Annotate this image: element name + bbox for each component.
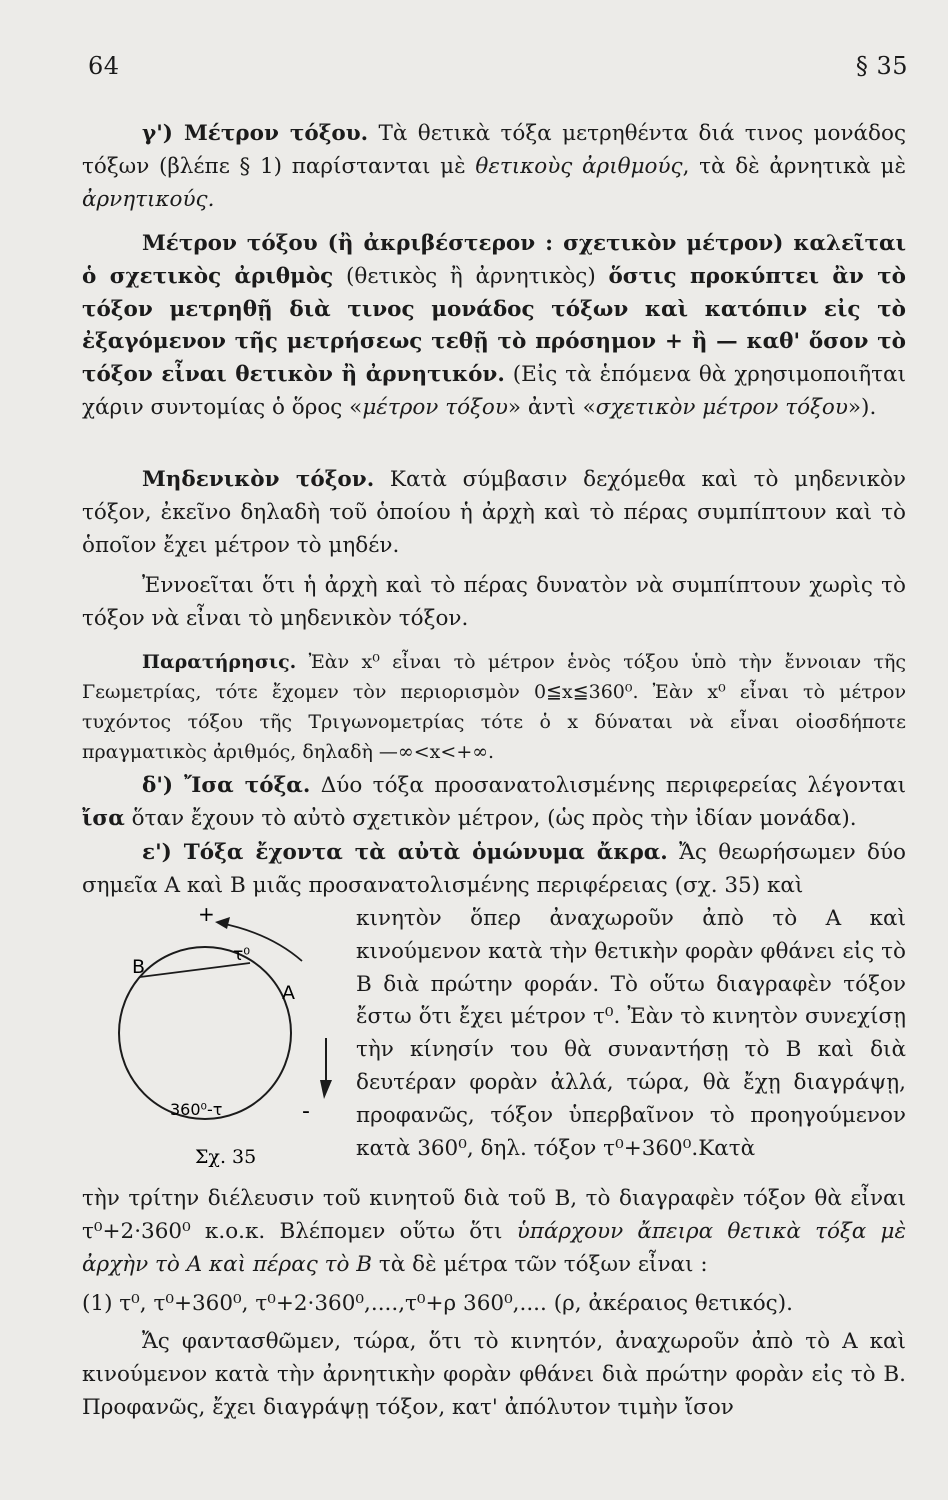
bold-span: ὅστις προκύπτει ἂν τὸ τόξον μετρηθῇ διὰ τινος μονάδος τόξων καὶ κατόπιν εἰς τὸ ἐξαγόμενον τῆς μετρήσεως τεθῇ τὸ πρόσημον + ἢ — καθ' ὅσον τὸ τόξον εἶναι θετικὸν ἢ ἀρνητικόν. [82,263,906,388]
figure-caption: Σχ. 35 [195,1146,257,1168]
text-span: Ἄς θεωρήσωμεν δύο σημεῖα Α καὶ Β μιᾶς προσανατολισμένης περιφέρειας (σχ. 35) καὶ [82,840,906,898]
text-span: κινητὸν ὅπερ ἀναχωροῦν ἀπὸ τὸ Α καὶ κινούμενον κατὰ τὴν θετικὴν φορὰν φθάνει εἰς τὸ Β διὰ πρώτην φοράν. Τὸ οὕτω διαγραφὲν τόξον ἔστω ὅτι ἔχει μέτρον τ⁰. Ἐὰν τὸ κινητὸν συνεχίσῃ τὴν κίνησίν του θὰ συναντήσῃ τὸ Β καὶ διὰ δευτέραν φορὰν ἀλλά, τώρα, θὰ ἔχῃ διαγράψῃ, προφανῶς, τόξον ὑπερβαῖνον τὸ προηγούμενον κατὰ 360⁰, δηλ. τόξον τ⁰+360⁰.Κατὰ [356,906,906,1161]
complement-label: 360⁰-τ [170,1100,223,1119]
paragraph-note-endpoints [82,570,906,636]
italic-span: ἀρνητικούς. [82,186,215,212]
text-span: » ἀντὶ « [507,394,596,420]
text-span: ὅταν ἔχουν τὸ αὐτὸ σχετικὸν μέτρον, (ὡς πρὸς τὴν ἰδίαν μονάδα). [124,805,857,831]
section-number: § 35 [855,52,908,80]
point-a-label: A [282,982,295,1004]
tau-label: τ⁰ [233,945,251,965]
heading-equal-arcs: δ') Ἴσα τόξα. [142,773,311,798]
paragraph-wrapped-figure-text [356,903,906,1165]
paragraph-remark [82,647,906,767]
paragraph-arc-measure-definition [82,228,906,425]
italic-span: σχετικὸν μέτρον τόξου [595,394,848,420]
arrow-down-icon [320,1080,332,1099]
chord-line [140,963,250,977]
plus-sign: + [198,903,215,926]
text-span: (Εἰς τὰ ἑπόμενα θὰ χρησιμοποιῆται χάριν συντομίας ὁ ὅρος « [82,362,906,420]
heading-zero-arc: Μηδενικὸν τόξον. [142,467,375,492]
paragraph-negative-direction [82,1326,906,1424]
text-span: Τὰ θετικὰ τόξα μετρηθέντα διά τινος μονάδος τόξων (βλέπε § 1) παρίστανται μὲ [82,121,906,179]
text-span: Κατὰ σύμβασιν δεχόμεθα καὶ τὸ μηδενικὸν τόξον, ἐκεῖνο δηλαδὴ τοῦ ὁποίου ἡ ἀρχὴ καὶ τὸ πέρας συμπίπτουν καὶ τὸ ὁποῖον ἔχει μέτρον τὸ μηδέν. [82,467,906,558]
text-span: τὴν τρίτην διέλευσιν τοῦ κινητοῦ διὰ τοῦ Β, τὸ διαγραφὲν τόξον θὰ εἶναι τ⁰+2·360⁰ κ.ο.κ. Βλέπομεν οὕτω ὅτι [82,1186,906,1244]
figure-35 [90,903,340,1183]
arrow-head-icon [215,917,230,929]
heading-arc-measure: γ') Μέτρον τόξου. [142,121,369,146]
paragraph-third-pass [82,1183,906,1281]
paragraph-zero-arc [82,464,906,562]
italic-span: θετικοὺς ἀριθμούς [475,153,683,179]
text-span: (θετικὸς ἢ ἀρνητικὸς) [333,263,609,289]
heading-same-endpoints: ε') Τόξα ἔχοντα τὰ αὐτὰ ὁμώνυμα ἄκρα. [142,840,668,865]
paragraph-same-endpoints [82,837,906,903]
point-b-label: B [132,956,146,978]
text-span: »). [847,394,877,420]
heading-remark: Παρατήρησις. [142,651,297,673]
italic-span: ὑπάρχουν ἄπειρα θετικὰ τόξα μὲ ἀρχὴν τὸ Α καὶ πέρας τὸ Β [82,1218,907,1277]
text-span: Ἐννοεῖται ὅτι ἡ ἀρχὴ καὶ τὸ πέρας δυνατὸν νὰ συμπίπτουν χωρὶς τὸ τόξον νὰ εἶναι τὸ μηδενικὸν τόξον. [82,573,906,631]
bold-span: Μέτρον τόξου (ἢ ἀκριβέστερον : σχετικὸν μέτρον) καλεῖται ὁ σχετικὸς ἀριθμὸς [82,231,906,289]
paragraph-equal-arcs [82,770,906,836]
text-span: , τὰ δὲ ἀρνητικὰ μὲ [682,153,907,179]
circle-diagram [90,903,340,1183]
text-span: Ἐὰν x⁰ εἶναι τὸ μέτρον ἑνὸς τόξου ὑπὸ τὴν ἔννοιαν τῆς Γεωμετρίας, τότε ἔχομεν τὸν περιορισμὸν 0≦x≦360⁰. Ἐὰν x⁰ εἶναι τὸ μέτρον τυχόντος τόξου τῆς Τριγωνομετρίας τότε ὁ x δύναται νὰ εἶναι οἱοσδήποτε πραγματικὸς ἀριθμός, δηλαδὴ —∞<x<+∞. [82,651,906,763]
minus-sign: - [302,1099,310,1124]
paragraph-arc-measure-intro [82,118,906,216]
text-span: τὰ δὲ μέτρα τῶν τόξων εἶναι : [372,1251,708,1277]
text-span: (1) τ⁰, τ⁰+360⁰, τ⁰+2·360⁰,....,τ⁰+ρ 360⁰,.... (ρ, ἀκέραιος θετικός). [82,1291,793,1316]
text-span: Ἄς φαντασθῶμεν, τώρα, ὅτι τὸ κινητόν, ἀναχωροῦν ἀπὸ τὸ Α καὶ κινούμενον κατὰ τὴν ἀρνητικὴν φορὰν φθάνει διὰ πρώτην φορὰν εἰς τὸ Β. Προφανῶς, ἔχει διαγράψῃ τόξον, κατ' ἀπόλυτον τιμὴν ἴσον [82,1329,906,1420]
bold-span: ἴσα [82,805,125,831]
text-span: Δύο τόξα προσανατολισμένης περιφερείας λέγονται [310,773,906,798]
formula-arc-measures [82,1288,906,1321]
page-number: 64 [88,52,120,80]
italic-span: μέτρον τόξου [362,394,508,420]
